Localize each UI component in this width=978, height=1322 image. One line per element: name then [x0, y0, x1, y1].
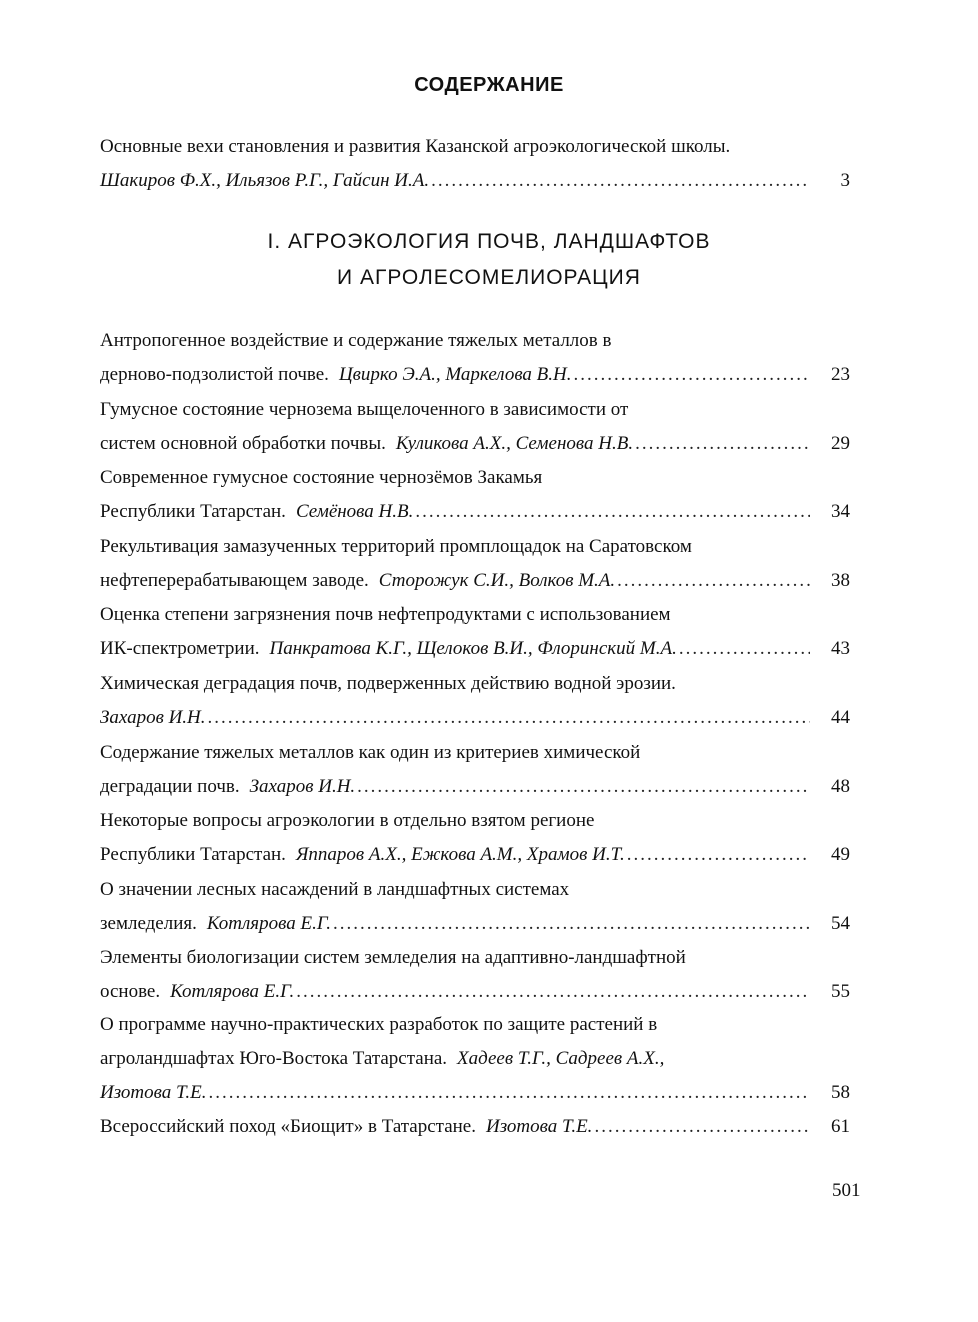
entry-title: О значении лесных насаждений в ландшафтных системах	[100, 878, 570, 900]
entry-title: Химическая деградация почв, подверженных действию водной эрозии.	[100, 673, 676, 694]
toc-entry	[100, 461, 850, 529]
entry-title: Современное гумусное состояние чернозёмов Закамья	[100, 467, 543, 489]
leader-dots	[679, 632, 810, 666]
toc-entry-intro	[100, 130, 850, 198]
entry-title: Рекультивация замазученных территорий промплощадок на Саратовском	[100, 535, 692, 557]
entry-title-cont: Республики Татарстан.	[100, 844, 286, 866]
toc-entry	[100, 667, 850, 735]
toc-entry	[100, 736, 850, 804]
leader-dots	[415, 495, 810, 529]
entry-page: 43	[831, 638, 850, 660]
entry-title: О программе научно-практических разработок по защите растений в	[100, 1014, 658, 1035]
toc-entry	[100, 873, 850, 941]
entry-title-cont: систем основной обработки почвы.	[100, 432, 386, 454]
entry-authors: Куликова А.Х., Семенова Н.В.	[395, 432, 634, 454]
entry-authors: Захаров И.Н.	[100, 707, 206, 728]
leader-dots	[208, 1076, 810, 1110]
entry-title-cont: ИК-спектрометрии.	[100, 638, 260, 660]
toc-entry	[100, 393, 850, 461]
entry-title-cont: Республики Татарстан.	[100, 501, 286, 523]
toc-entry-last	[100, 1110, 850, 1144]
entry-page: 54	[831, 912, 850, 934]
leader-dots	[333, 907, 810, 941]
entry-authors: Захаров И.Н.	[249, 775, 356, 797]
entry-page: 48	[831, 775, 850, 797]
section-heading-line2: И АГРОЛЕСОМЕЛИОРАЦИЯ	[337, 266, 641, 289]
leader-dots	[296, 975, 810, 1009]
entry-title: Основные вехи становления и развития Казанской агроэкологической школы.	[100, 136, 731, 157]
entry-title: Содержание тяжелых металлов как один из критериев химической	[100, 741, 641, 763]
entry-title-cont: деградации почв.	[100, 775, 240, 797]
toc-entry	[100, 324, 850, 392]
entry-title: Всероссийский поход «Биощит» в Татарстане.	[100, 1116, 476, 1137]
toc-entry	[100, 941, 850, 1009]
entry-page: 58	[831, 1082, 850, 1103]
entry-page: 61	[831, 1116, 850, 1137]
entry-authors: Изотова Т.Е.	[485, 1116, 593, 1137]
entry-title: Элементы биологизации систем земледелия на адаптивно-ландшафтной	[100, 947, 686, 969]
entry-authors: Хадеев Т.Г., Садреев А.Х.,	[457, 1048, 665, 1069]
toc-entry	[100, 804, 850, 872]
entry-title-cont: нефтеперерабатывающем заводе.	[100, 569, 369, 591]
entry-title-cont: дерново-подзолистой почве.	[100, 364, 329, 385]
entry-authors: Цвирко Э.А., Маркелова В.Н.	[338, 364, 572, 385]
leader-dots	[594, 1110, 810, 1144]
entry-authors: Семёнова Н.В.	[295, 501, 414, 523]
entry-authors: Сторожук С.И., Волков М.А.	[378, 569, 616, 591]
leader-dots	[574, 358, 810, 392]
entry-page: 38	[831, 569, 850, 591]
entry-title-cont: земледелия.	[100, 912, 197, 934]
entry-page: 44	[831, 707, 850, 728]
leader-dots	[635, 427, 810, 461]
toc-entry	[100, 598, 850, 666]
leader-dots	[208, 701, 810, 735]
entry-title: Оценка степени загрязнения почв нефтепродуктами с использованием	[100, 604, 671, 626]
entry-authors: Котлярова Е.Г.	[170, 981, 295, 1003]
toc-entry	[100, 530, 850, 598]
leader-dots	[431, 164, 810, 198]
entry-title-cont: агроландшафтах Юго-Востока Татарстана.	[100, 1048, 448, 1069]
entry-authors: Яппаров А.Х., Ежкова А.М., Храмов И.Т.	[295, 844, 625, 866]
leader-dots	[627, 838, 810, 872]
entry-page: 55	[831, 981, 850, 1003]
entry-title: Гумусное состояние чернозема выщелоченного в зависимости от	[100, 398, 629, 420]
entry-page: 23	[831, 364, 850, 385]
entry-page: 49	[831, 844, 850, 866]
entry-title: Антропогенное воздействие и содержание тяжелых металлов в	[100, 330, 612, 351]
entry-authors-cont: Изотова Т.Е.	[100, 1082, 207, 1103]
page-number: 501	[832, 1180, 861, 1201]
entry-page: 29	[831, 432, 850, 454]
entry-title-cont: основе.	[100, 981, 161, 1003]
toc-entry-long	[100, 1008, 850, 1110]
page-title: СОДЕРЖАНИЕ	[414, 74, 564, 96]
leader-dots	[617, 564, 810, 598]
entry-authors: Котлярова Е.Г.	[206, 912, 331, 934]
entry-authors: Шакиров Ф.Х., Ильязов Р.Г., Гайсин И.А.	[100, 170, 430, 191]
leader-dots	[357, 770, 810, 804]
entry-title: Некоторые вопросы агроэкологии в отдельно взятом регионе	[100, 810, 595, 832]
section-heading-line1: I. АГРОЭКОЛОГИЯ ПОЧВ, ЛАНДШАФТОВ	[267, 230, 711, 253]
entry-page: 34	[831, 501, 850, 523]
entry-authors: Панкратова К.Г., Щелоков В.И., Флоринский М.А.	[269, 638, 677, 660]
entry-page: 3	[840, 170, 850, 191]
